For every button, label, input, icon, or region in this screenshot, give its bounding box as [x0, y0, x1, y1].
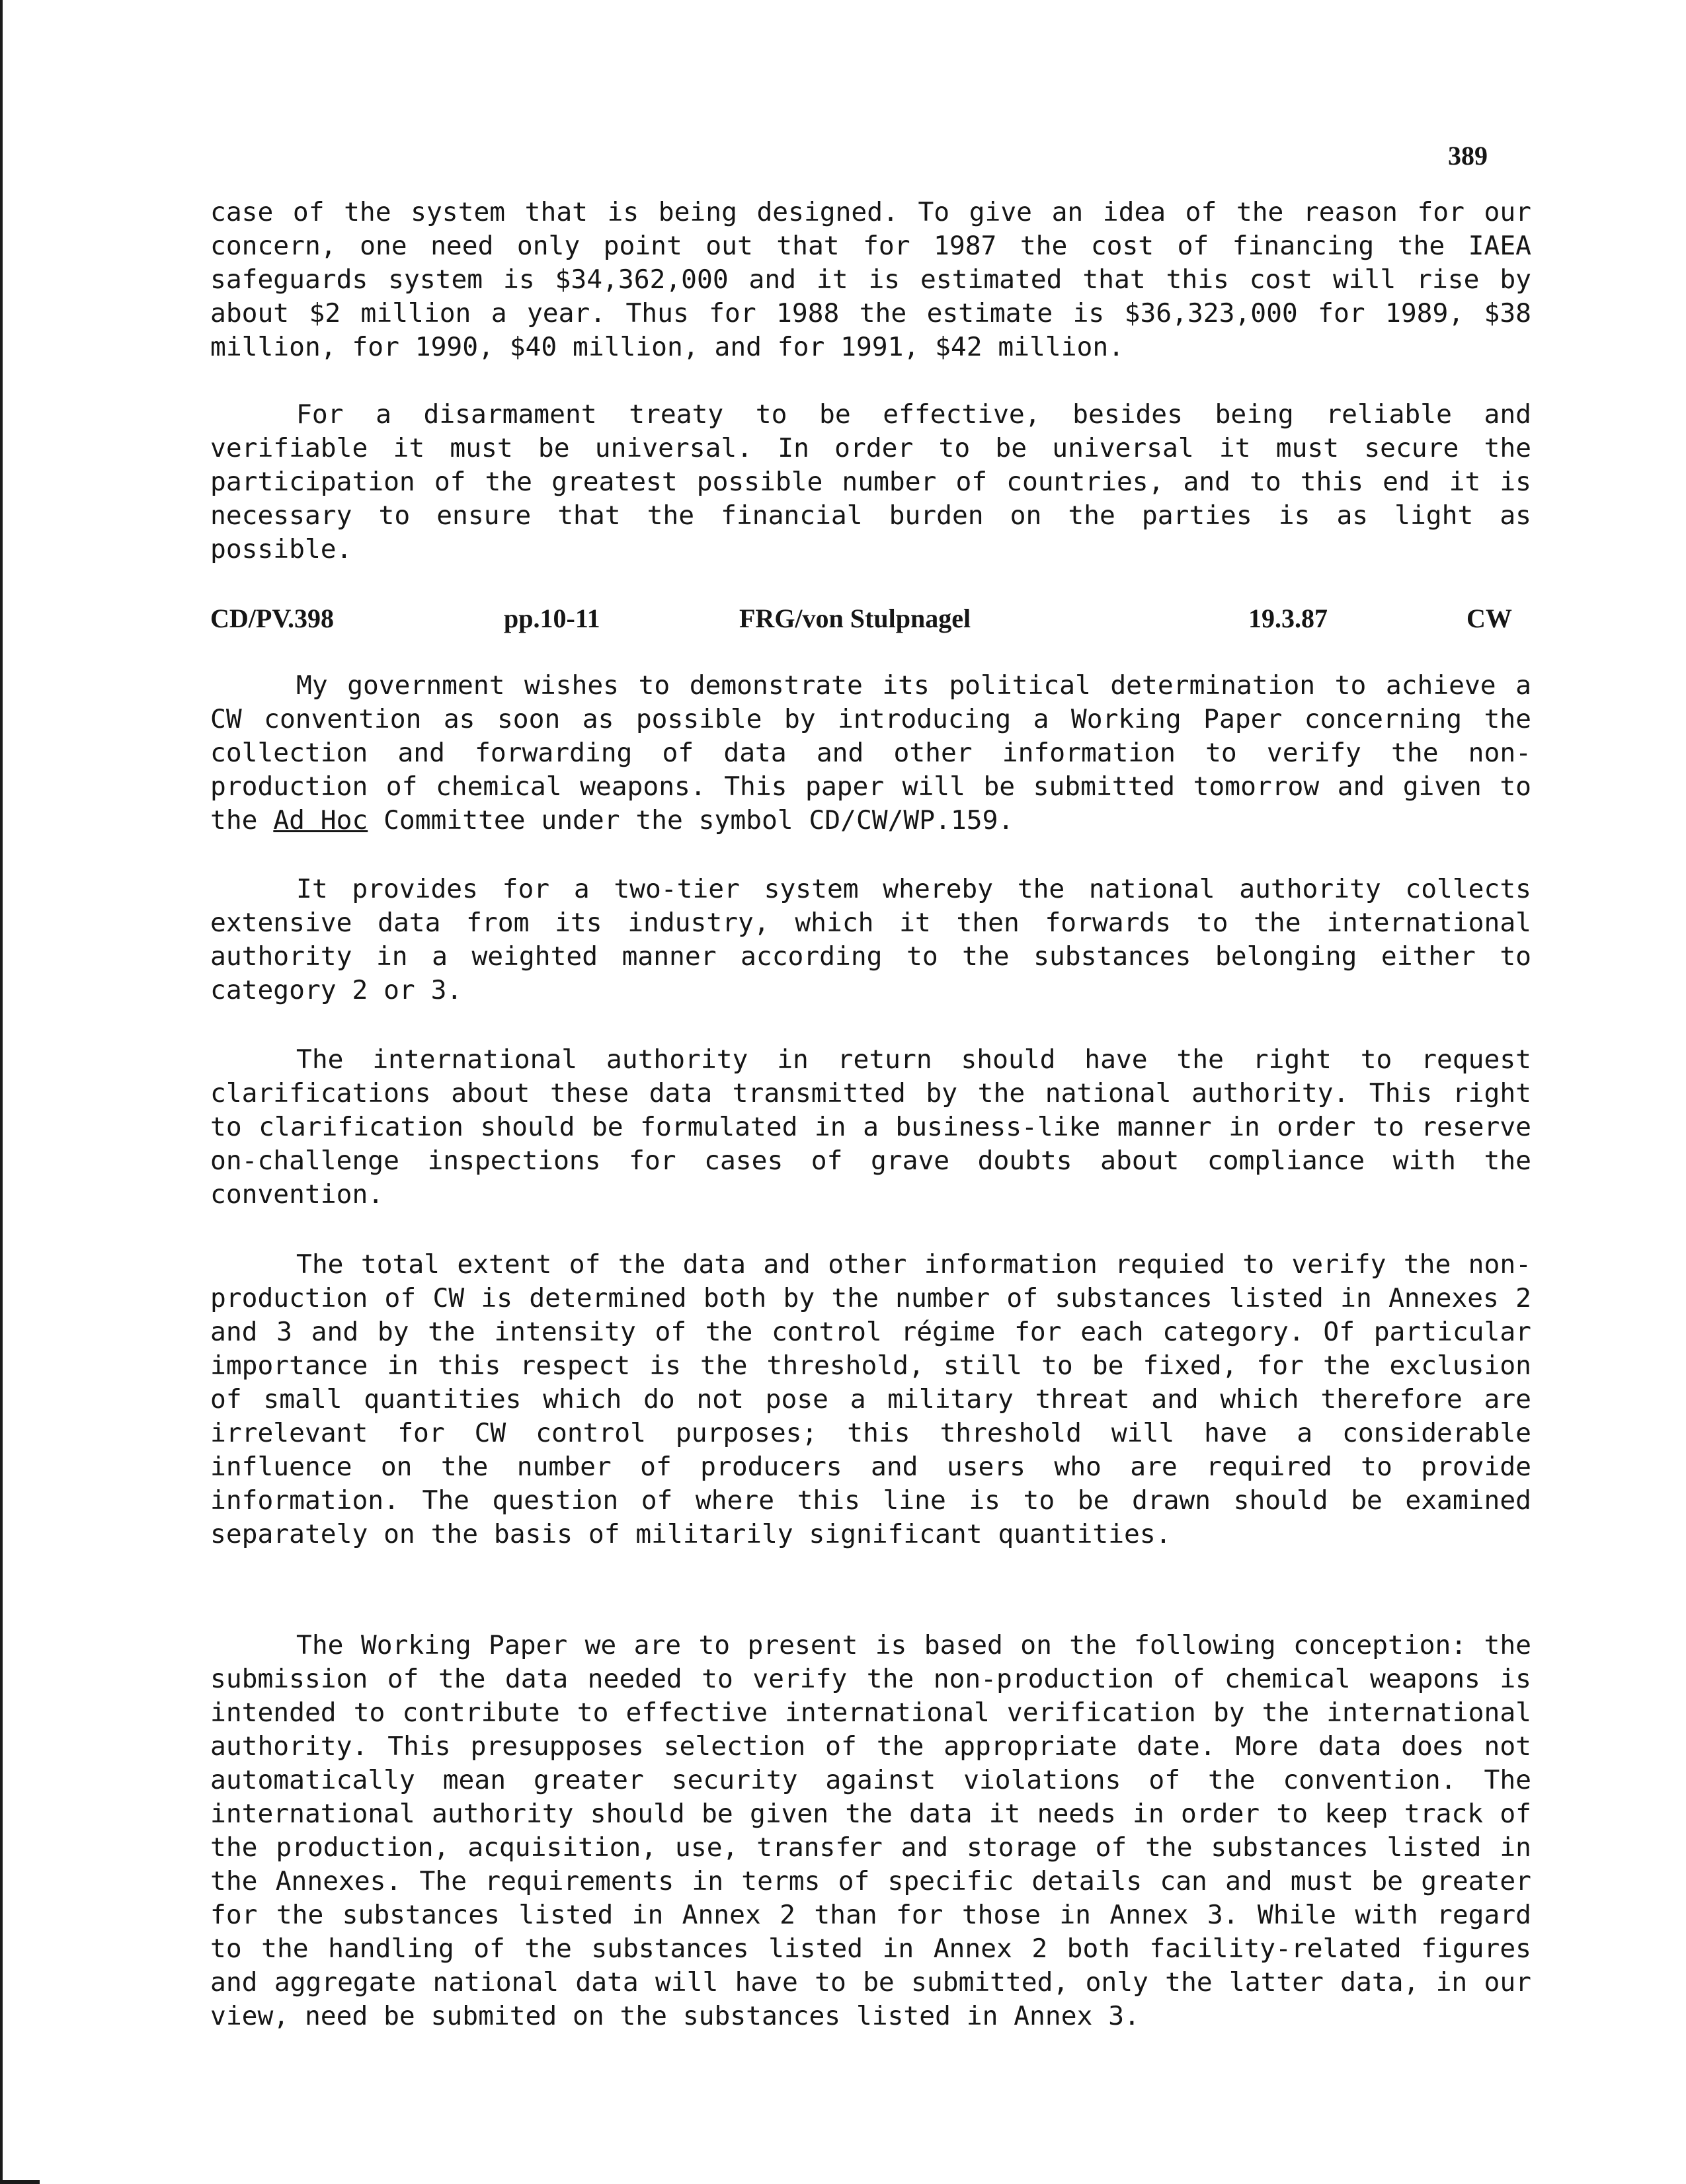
entry-pages: pp.10-11: [504, 604, 600, 633]
scan-edge: [0, 0, 3, 2184]
page-number: 389: [1448, 141, 1488, 171]
paragraph-text: My government wishes to demonstrate its political determination to achieve a CW convention as soon as possible by introducing a Working Paper concerning the collection and forwarding of data and other information to verify the non-production of chemical weapons. This paper will be submitted tomorrow and given to the: [210, 670, 1531, 836]
paragraph-two-tier-system: It provides for a two-tier system whereby the national authority collects extensive data from its industry, which it then forwards to the international authority in a weighted manner according to the substances belonging either to category 2 or 3.: [210, 874, 1531, 1005]
paragraph-working-paper-intro: [210, 669, 1531, 838]
entry-header: [210, 603, 1531, 643]
entry-document-symbol: CD/PV.398: [210, 604, 335, 633]
entry-date: 19.3.87: [1248, 604, 1328, 633]
paragraph-universality: For a disarmament treaty to be effective, besides being reliable and verifiable it must be universal. In order to be universal it must secure the participation of the greatest possible number of countries, and to this end it is necessary to ensure that the financial burden on the parties is as light as possible.: [210, 399, 1531, 565]
paragraph-conception: The Working Paper we are to present is based on the following conception: the submission of the data needed to verify the non-production of chemical weapons is intended to contribute to effective international verification by the international authority. This presupposes selection of the appropriate date. More data does not automatically mean greater security against violations of the convention. The international authority should be given the data it needs in order to keep track of the production, acquisition, use, transfer and storage of the substances listed in the Annexes. The requirements in terms of specific details can and must be greater for the substances listed in Annex 2 than for those in Annex 3. While with regard to the handling of the substances listed in Annex 2 both facility-related figures and aggregate national data will have to be submitted, only the latter data, in our view, need be submited on the substances listed in Annex 3.: [210, 1630, 1531, 2031]
underlined-term: Ad Hoc: [273, 805, 368, 836]
scan-edge-mark: [0, 2180, 40, 2184]
entry-topic: CW: [1466, 604, 1512, 633]
paragraph-threshold: The total extent of the data and other information requied to verify the non-production of CW is determined both by the number of substances listed in Annexes 2 and 3 and by the intensity of the control régime for each category. Of particular importance in this respect is the threshold, still to be fixed, for the exclusion of small quantities which do not pose a military threat and which therefore are irrelevant for CW control purposes; this threshold will have a considerable influence on the number of producers and users who are required to provide information. The question of where this line is to be drawn should be examined separately on the basis of militarily significant quantities.: [210, 1249, 1531, 1549]
paragraph-text: Committee under the symbol CD/CW/WP.159.: [368, 805, 1014, 836]
paragraph-cost-continuation: case of the system that is being designed. To give an idea of the reason for our concern, one need only point out that for 1987 the cost of financing the IAEA safeguards system is $34,362,000 and it is estimated that this cost will rise by about $2 million a year. Thus for 1988 the estimate is $36,323,000 for 1989, $38 million, for 1990, $40 million, and for 1991, $42 million.: [210, 197, 1531, 362]
paragraph-clarifications: The international authority in return should have the right to request clarifications about these data transmitted by the national authority. This right to clarification should be formulated in a business-like manner in order to reserve on-challenge inspections for cases of grave doubts about compliance with the convention.: [210, 1044, 1531, 1210]
entry-speaker: FRG/von Stulpnagel: [739, 604, 971, 633]
